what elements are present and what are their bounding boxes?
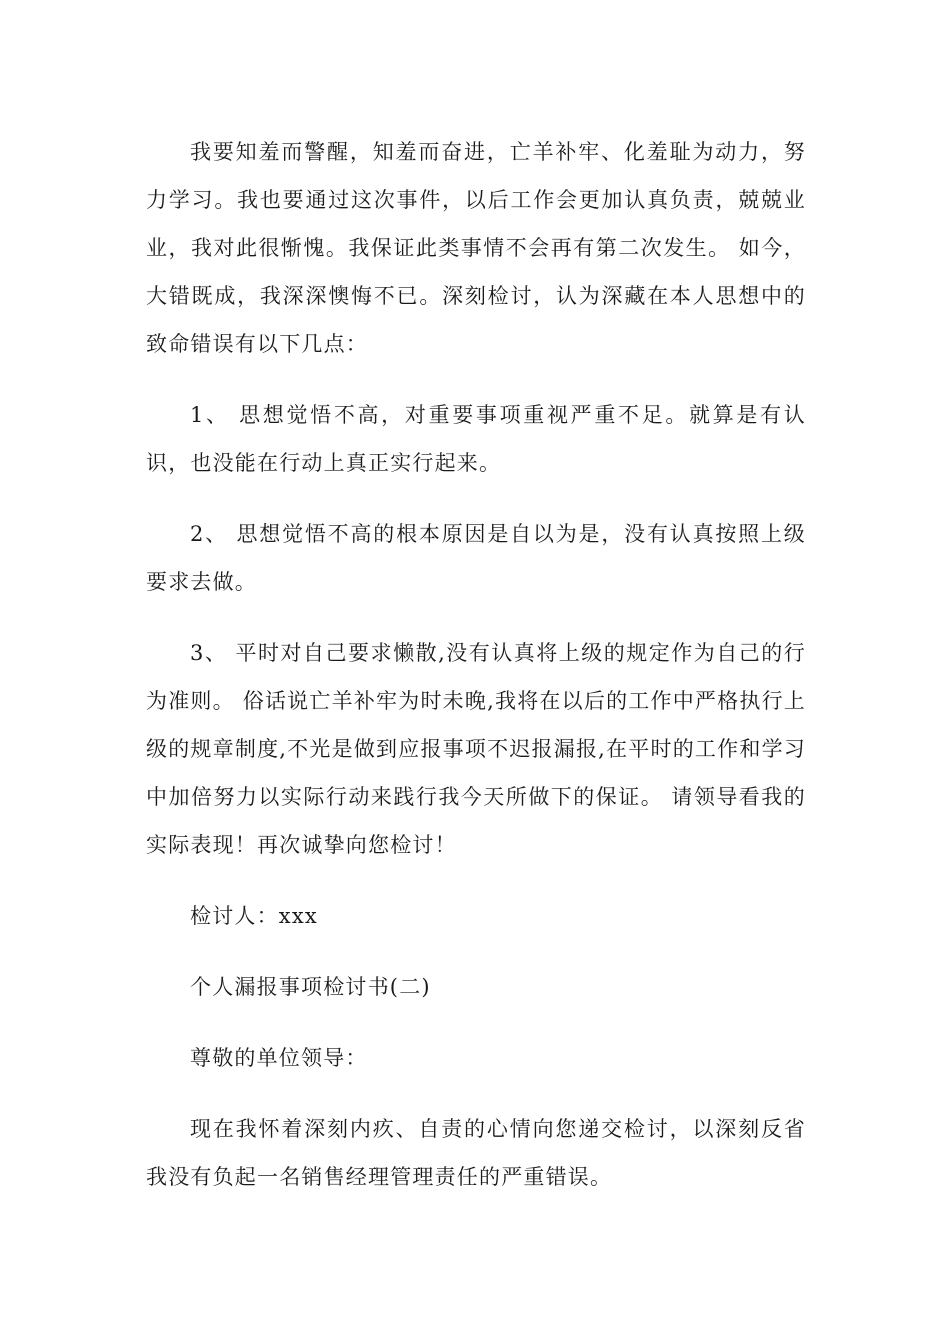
paragraph-opening: 现在我怀着深刻内疚、自责的心情向您递交检讨，以深刻反省我没有负起一名销售经理管理责任的严重错误。 [146, 1117, 806, 1189]
section-title: 个人漏报事项检讨书(二) [190, 975, 431, 999]
document-body [146, 128, 806, 1224]
salutation: 尊敬的单位领导： [190, 1046, 368, 1070]
paragraph-intro: 我要知羞而警醒，知羞而奋进，亡羊补牢、化羞耻为动力，努力学习。我也要通过这次事件，以后工作会更加认真负责，兢兢业业，我对此很惭愧。我保证此类事情不会再有第二次发生。 如今，大错既成，我深深懊悔不已。深刻检讨，认为深藏在本人思想中的致命错误有以下几点： [146, 140, 806, 356]
paragraph-point-2: 2、 思想觉悟不高的根本原因是自以为是，没有认真按照上级要求去做。 [146, 522, 806, 594]
paragraph-point-1: 1、 思想觉悟不高，对重要事项重视严重不足。就算是有认识，也没能在行动上真正实行起来。 [146, 403, 806, 475]
paragraph-point-3: 3、 平时对自己要求懒散,没有认真将上级的规定作为自己的行为准则。 俗话说亡羊补牢为时未晚,我将在以后的工作中严格执行上级的规章制度,不光是做到应报事项不迟报漏报,在平时的工作和学习中加倍努力以实际行动来践行我今天所做下的保证。 请领导看我的实际表现！再次诚挚向您检讨！ [146, 641, 806, 857]
signature-line: 检讨人：xxx [190, 904, 318, 928]
